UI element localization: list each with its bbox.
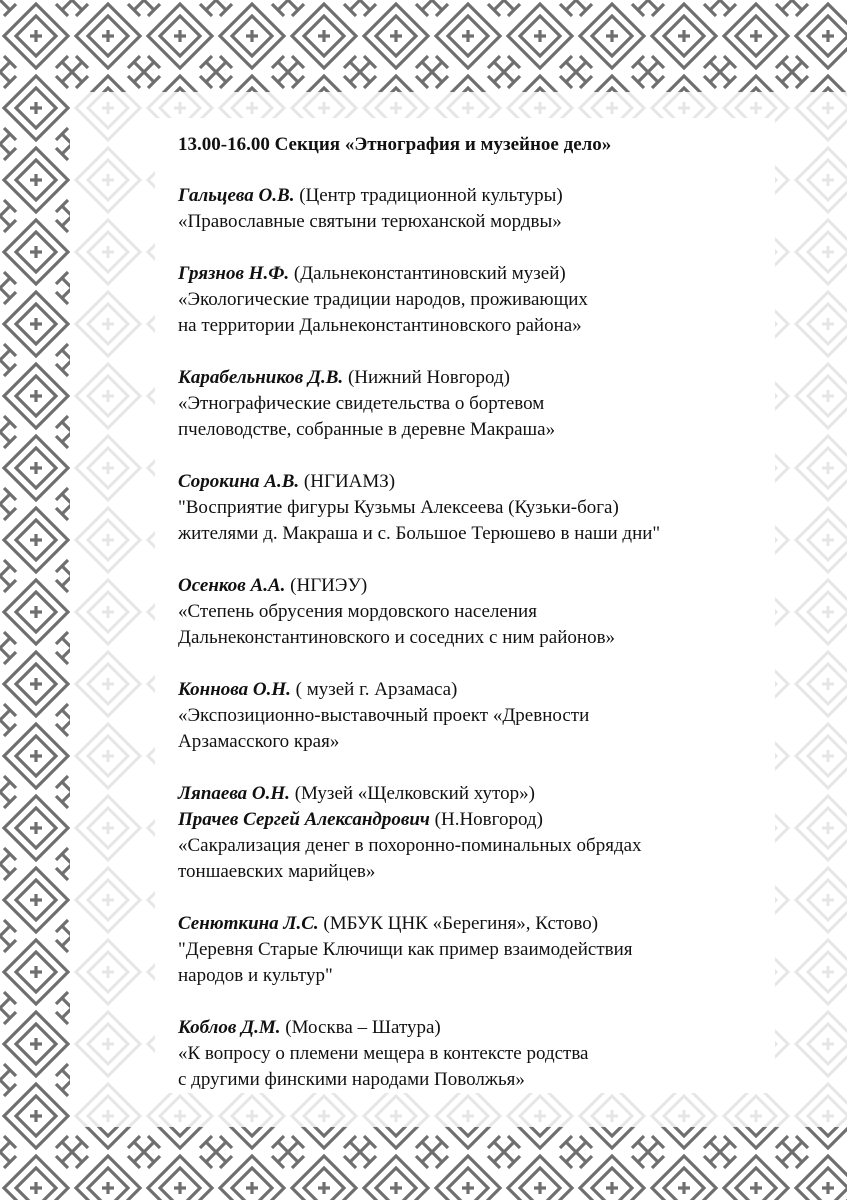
author-name: Прачев Сергей Александрович bbox=[178, 809, 430, 830]
author-affiliation: (Музей «Щелковский хутор») bbox=[294, 783, 535, 804]
author-line bbox=[178, 183, 758, 209]
talk-title-line: «Степень обрусения мордовского населения bbox=[178, 601, 537, 622]
author-name: Осенков А.А. bbox=[178, 575, 286, 596]
author-affiliation: ( музей г. Арзамаса) bbox=[295, 679, 458, 700]
speaker-list bbox=[178, 183, 758, 1119]
talk-title-line: жителями д. Макраша и с. Большое Терюшево в наши дни" bbox=[178, 523, 661, 544]
speaker-entry bbox=[178, 261, 758, 339]
section-heading: 13.00-16.00 Секция «Этнография и музейное дело» bbox=[178, 134, 612, 155]
author-name: Сорокина А.В. bbox=[178, 471, 300, 492]
talk-title-line: «К вопросу о племени мещера в контексте родства bbox=[178, 1043, 589, 1064]
author-line bbox=[178, 911, 758, 937]
talk-title-line: «Этнографические свидетельства о бортевом bbox=[178, 393, 545, 414]
talk-title-line: «Сакрализация денег в похоронно-поминальных обрядах bbox=[178, 835, 642, 856]
talk-title-line: Арзамасского края» bbox=[178, 731, 340, 752]
talk-title-line: с другими финскими народами Поволжья» bbox=[178, 1069, 525, 1090]
author-affiliation: (МБУК ЦНК «Берегиня», Кстово) bbox=[323, 913, 599, 934]
speaker-entry bbox=[178, 781, 758, 885]
talk-title-line: пчеловодстве, собранные в деревне Макраша» bbox=[178, 419, 556, 440]
talk-title-line: «Экологические традиции народов, проживающих bbox=[178, 289, 588, 310]
talk-title-line: Дальнеконстантиновского и соседних с ним районов» bbox=[178, 627, 616, 648]
speaker-entry bbox=[178, 365, 758, 443]
author-name: Коблов Д.М. bbox=[178, 1017, 281, 1038]
author-line bbox=[178, 1015, 758, 1041]
talk-title-line: «Экспозиционно-выставочный проект «Древности bbox=[178, 705, 590, 726]
talk-title-line: "Восприятие фигуры Кузьмы Алексеева (Кузьки-бога) bbox=[178, 497, 619, 518]
author-line bbox=[178, 807, 758, 833]
author-affiliation: (НГИЭУ) bbox=[290, 575, 368, 596]
author-name: Коннова О.Н. bbox=[178, 679, 291, 700]
talk-title-line: "Деревня Старые Ключищи как пример взаимодействия bbox=[178, 939, 633, 960]
author-name: Гальцева О.В. bbox=[178, 185, 295, 206]
speaker-entry bbox=[178, 911, 758, 989]
author-affiliation: (Н.Новгород) bbox=[434, 809, 543, 830]
author-affiliation: (НГИАМЗ) bbox=[303, 471, 396, 492]
author-affiliation: (Нижний Новгород) bbox=[347, 367, 510, 388]
talk-title-line: тоншаевских марийцев» bbox=[178, 861, 376, 882]
author-affiliation: (Дальнеконстантиновский музей) bbox=[293, 263, 566, 284]
author-line bbox=[178, 365, 758, 391]
author-line bbox=[178, 261, 758, 287]
author-affiliation: (Москва – Шатура) bbox=[285, 1017, 441, 1038]
speaker-entry bbox=[178, 183, 758, 235]
speaker-entry bbox=[178, 1015, 758, 1093]
speaker-entry bbox=[178, 677, 758, 755]
talk-title-line: народов и культур" bbox=[178, 965, 333, 986]
author-line bbox=[178, 677, 758, 703]
author-name: Карабельников Д.В. bbox=[178, 367, 344, 388]
speaker-entry bbox=[178, 573, 758, 651]
author-line bbox=[178, 469, 758, 495]
speaker-entry bbox=[178, 469, 758, 547]
author-name: Сенюткина Л.С. bbox=[178, 913, 319, 934]
author-name: Грязнов Н.Ф. bbox=[178, 263, 290, 284]
talk-title-line: «Православные святыни терюханской мордвы» bbox=[178, 211, 562, 232]
author-line bbox=[178, 573, 758, 599]
author-line bbox=[178, 781, 758, 807]
author-affiliation: (Центр традиционной культуры) bbox=[299, 185, 563, 206]
author-name: Ляпаева О.Н. bbox=[178, 783, 290, 804]
talk-title-line: на территории Дальнеконстантиновского района» bbox=[178, 315, 582, 336]
